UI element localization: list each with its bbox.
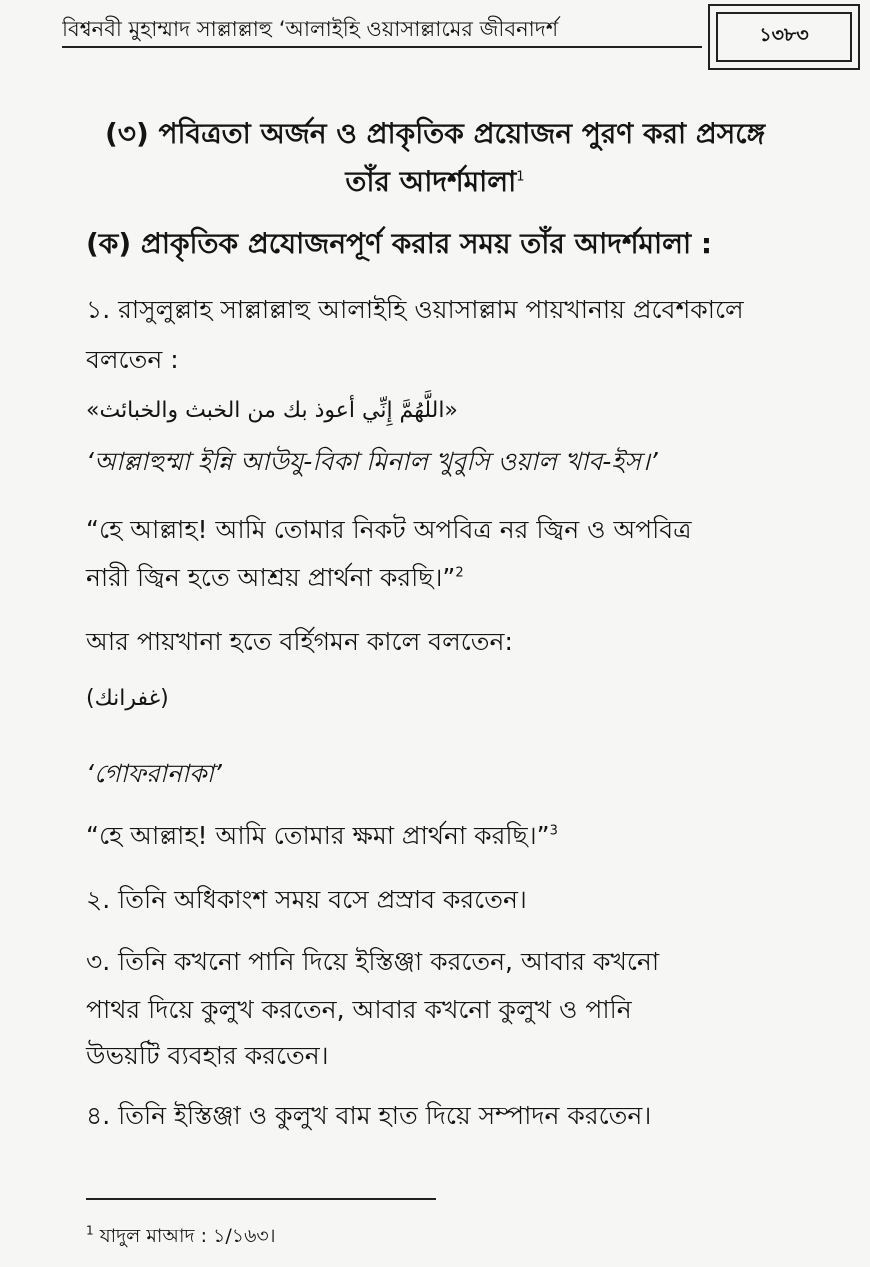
dua-2-transliteration [86,754,846,797]
paragraph-3-line-1 [86,942,846,985]
paragraph-3-text-1: ৩. তিনি কখনো পানি দিয়ে ইস্তিঞ্জা করতেন, আবার কখনো [86,947,660,976]
footnote-1 [86,1222,276,1254]
section-title-line-1 [40,112,830,159]
exit-line [86,622,846,665]
paragraph-3-line-2 [86,990,846,1033]
footnote-divider [86,1198,436,1200]
footnote-1-ref: 1 [86,1223,94,1238]
dua-1-meaning-text-2: নারী জ্বিন হতে আশ্রয় প্রার্থনা করছি।” [86,563,456,592]
paragraph-2-text: ২. তিনি অধিকাংশ সময় বসে প্রস্রাব করতেন। [86,885,527,914]
dua-2-arabic [86,686,846,711]
paragraph-1-text-2: বলতেন : [86,345,179,374]
paragraph-4 [86,1096,846,1139]
paragraph-4-text: ৪. তিনি ইস্তিঞ্জা ও কুলুখ বাম হাত দিয়ে সম্পাদন করতেন। [86,1101,652,1130]
footnote-ref-3: 3 [549,823,558,839]
paragraph-1-line-2 [86,340,846,383]
paragraph-3-text-2: পাথর দিয়ে কুলুখ করতেন, আবার কখনো কুলুখ ও পানি [86,995,632,1024]
dua-2-meaning-text: “হে আল্লাহ! আমি তোমার ক্ষমা প্রার্থনা করছি।” [86,821,550,850]
dua-1-meaning-line-1 [86,510,846,553]
footnote-1-text: যাদুল মাআদ : ১/১৬৩। [99,1225,276,1247]
paragraph-3-line-3 [86,1036,846,1079]
footnote-ref-1: 1 [516,169,525,185]
subheading [86,222,846,269]
section-title-text-1: (৩) পবিত্রতা অর্জন ও প্রাকৃতিক প্রয়োজন পুরণ করা প্রসঙ্গে [104,117,766,150]
page-number-inner-frame [716,12,852,62]
section-title-line-2 [40,160,830,207]
dua-1-arabic-text: «اللَّهُمَّ إِنِّي أعوذ بك من الخبث والخبائث» [86,398,458,423]
paragraph-3-text-3: উভয়টি ব্যবহার করতেন। [86,1041,329,1070]
dua-2-arabic-text: (غفرانك) [86,686,169,711]
dua-1-transliteration-text: ‘আল্লাহুম্মা ইন্নি আউযু-বিকা মিনাল খুবুসি ওয়াল খাব-ইস।’ [86,447,658,476]
running-header [62,14,702,48]
page-number-frame [708,4,860,70]
footnote-ref-2: 2 [455,565,464,581]
dua-1-meaning-text-1: “হে আল্লাহ! আমি তোমার নিকট অপবিত্র নর জ্বিন ও অপবিত্র [86,515,692,544]
dua-1-arabic [86,398,846,423]
paragraph-1-line-1 [86,290,846,333]
dua-1-transliteration [86,442,846,485]
dua-2-meaning [86,816,846,859]
paragraph-2 [86,880,846,923]
section-title-text-2: তাঁর আদর্শমালা [345,165,517,198]
dua-1-meaning-line-2 [86,558,846,601]
paragraph-1-text-1: ১. রাসুলুল্লাহ সাল্লাল্লাহু আলাইহি ওয়াসাল্লাম পায়খানায় প্রবেশকালে [86,295,744,324]
running-title: বিশ্বনবী মুহাম্মাদ সাল্লাল্লাহু ‘আলাইহি ওয়াসাল্লামের জীবনাদর্শ [62,17,559,41]
page-number: ১৩৮৩ [759,24,809,46]
subheading-text: (ক) প্রাকৃতিক প্রযোজনপূর্ণ করার সময় তাঁর আদর্শমালা : [86,227,713,260]
exit-line-text: আর পায়খানা হতে বর্হিগমন কালে বলতেন: [86,627,513,656]
dua-2-transliteration-text: ‘গোফরানাকা’ [86,759,222,788]
